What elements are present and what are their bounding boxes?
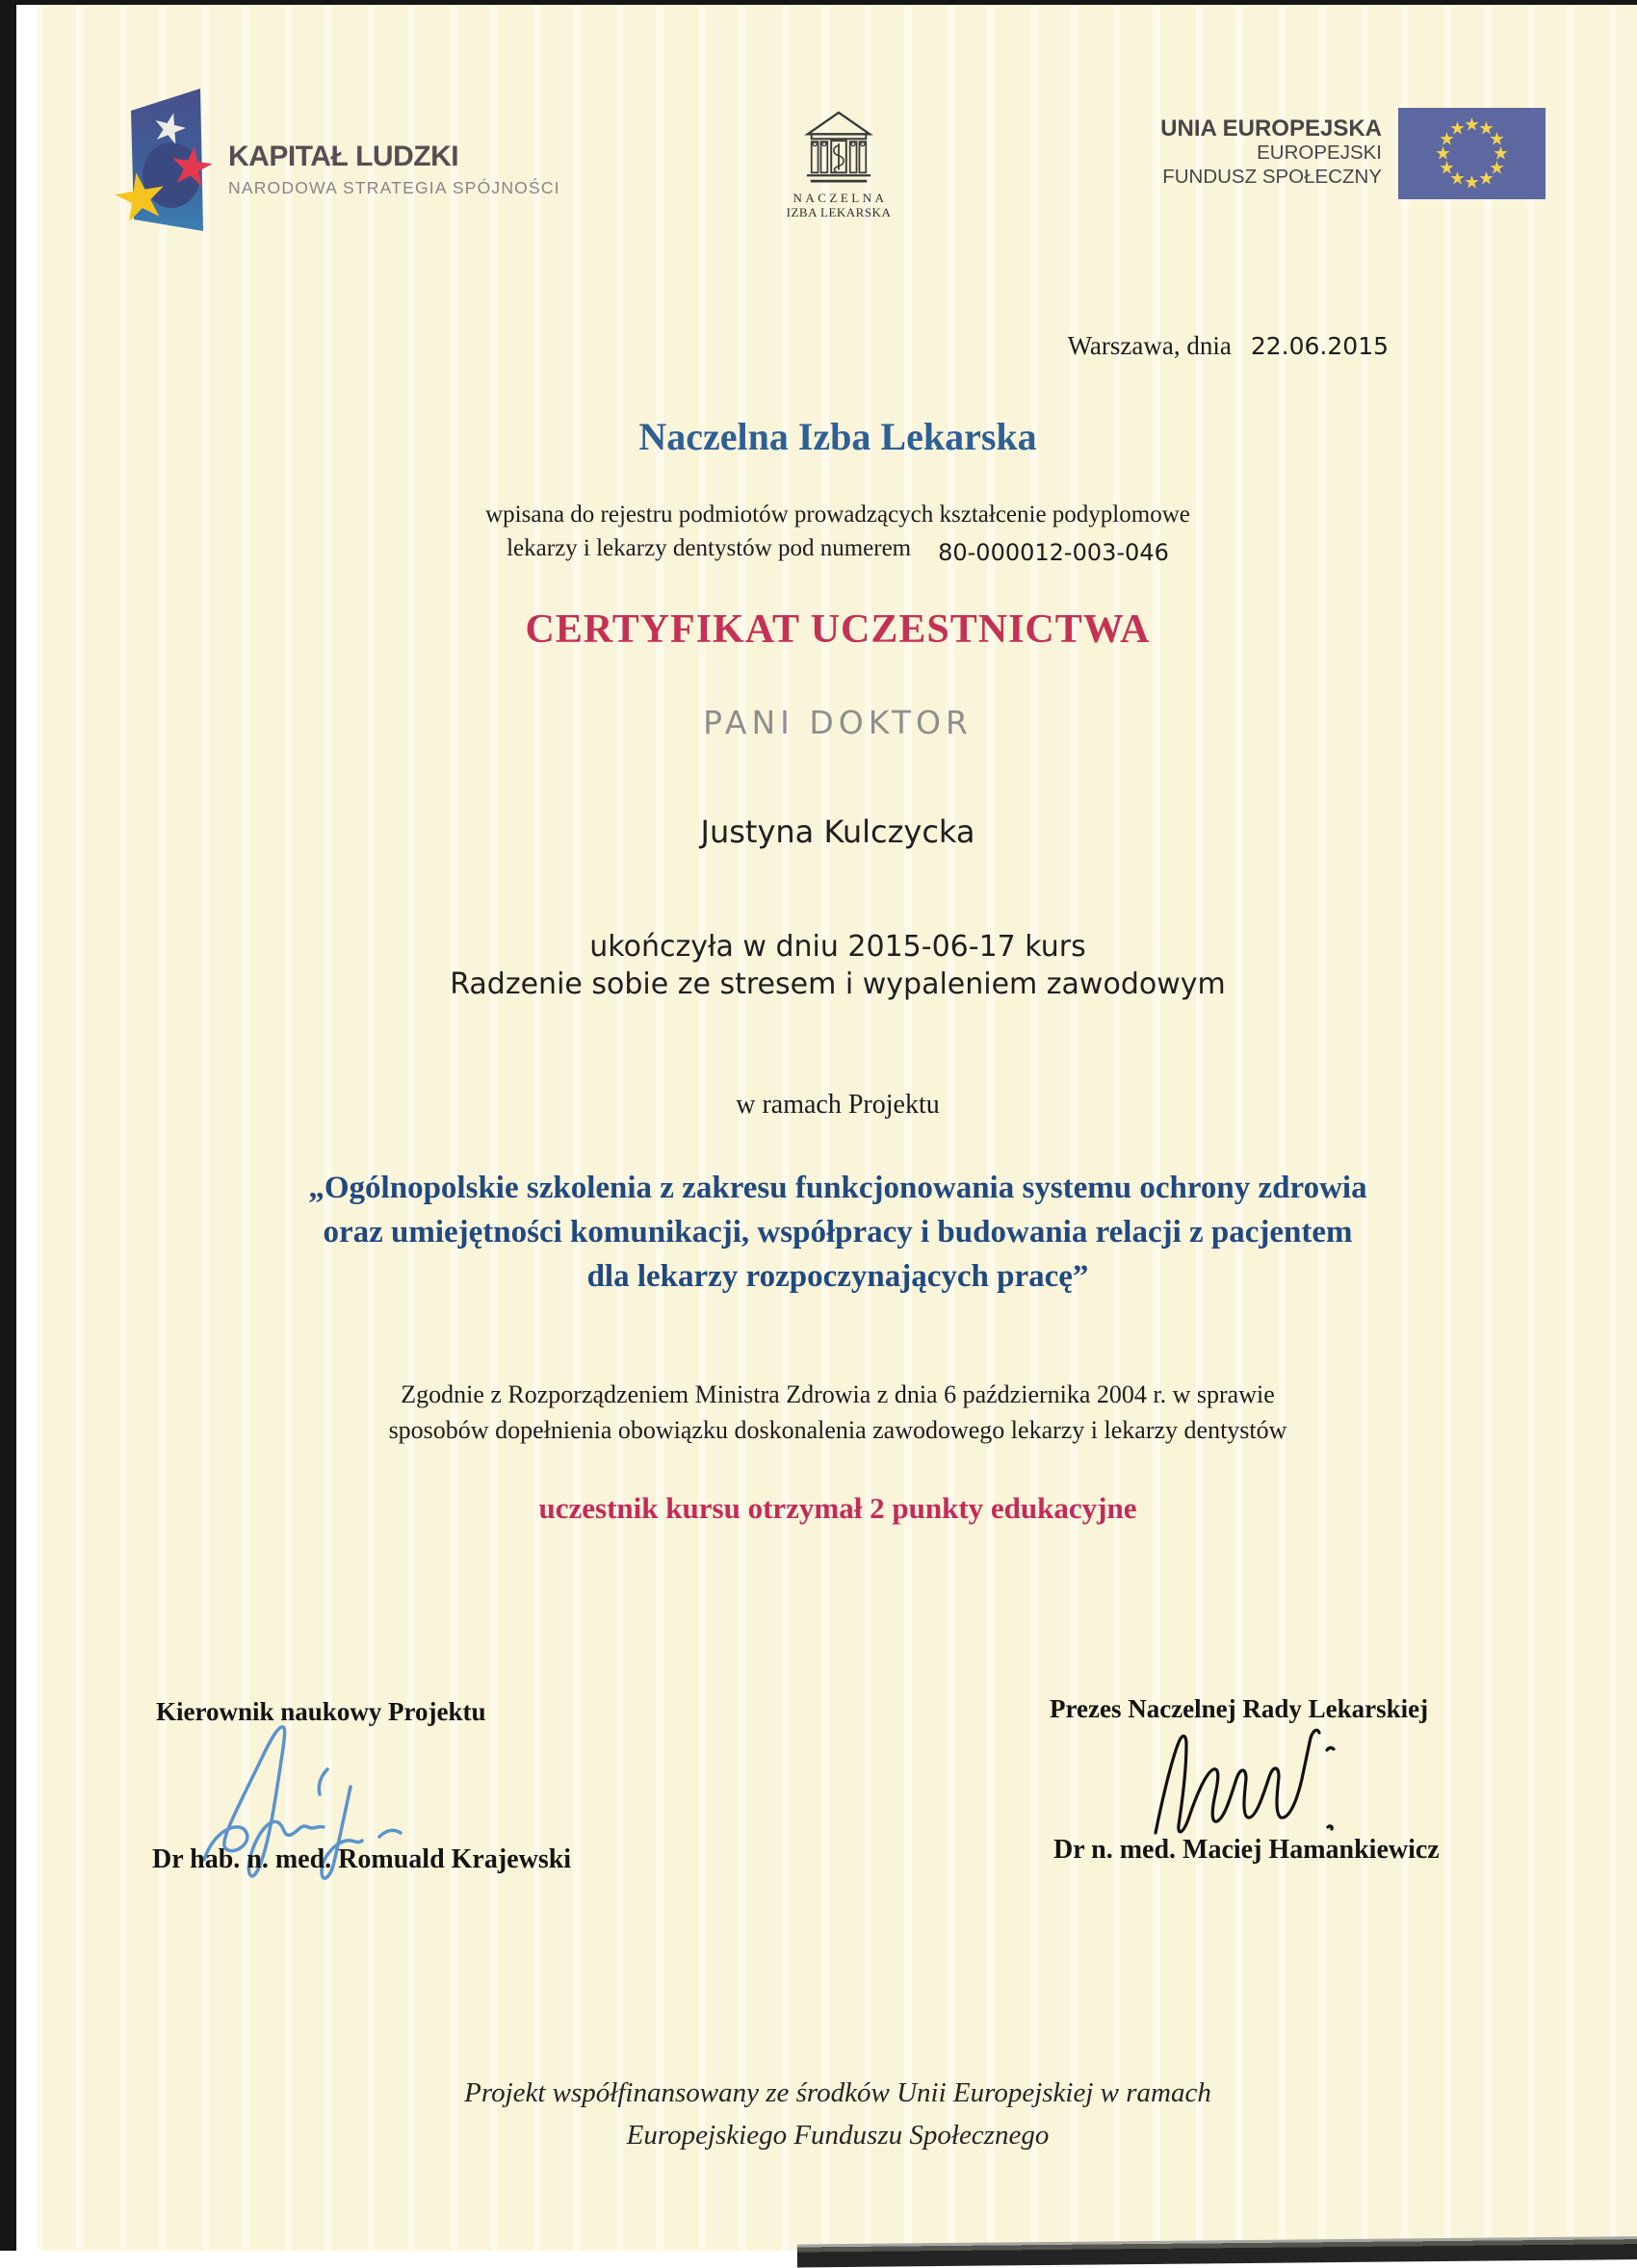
footer-line1: Projekt współfinansowany ze środków Unii Europejskiej w ramach	[464, 2077, 1211, 2108]
project-intro: w ramach Projektu	[736, 1090, 940, 1120]
project-title	[39, 1166, 1637, 1299]
eu-flag-icon	[1398, 108, 1546, 199]
footer-line2: Europejskiego Funduszu Społecznego	[626, 2120, 1050, 2151]
recipient-salutation: PANI DOKTOR	[703, 704, 973, 741]
course-line2: Radzenie sobie ze stresem i wypaleniem zawodowym	[450, 967, 1226, 1001]
kapital-ludzki-subtitle: NARODOWA STRATEGIA SPÓJNOŚCI	[228, 178, 560, 197]
eu-text-line3: FUNDUSZ SPOŁECZNY	[1162, 166, 1382, 188]
nil-logo	[776, 110, 901, 219]
project-title-line3: dla lekarzy rozpoczynających pracę”	[586, 1259, 1089, 1294]
signature-right-name: Dr n. med. Maciej Hamankiewicz	[1053, 1835, 1440, 1865]
nil-temple-icon	[804, 110, 873, 185]
signature-left-name: Dr hab. n. med. Romuald Krajewski	[152, 1844, 572, 1874]
course-statement	[39, 928, 1637, 1003]
eu-logo-text	[1059, 116, 1382, 189]
legal-line1: Zgodnie z Rozporządzeniem Ministra Zdrowia z dnia 6 października 2004 r. w sprawie	[401, 1380, 1275, 1408]
date-place-label: Warszawa, dnia	[1067, 331, 1232, 360]
course-line1: ukończyła w dniu 2015-06-17 kurs	[589, 930, 1086, 964]
kapital-ludzki-title: KAPITAŁ LUDZKI	[228, 141, 459, 172]
signature-left-role: Kierownik naukowy Projektu	[156, 1697, 486, 1726]
project-title-line1: „Ogólnopolskie szkolenia z zakresu funkcjonowania systemu ochrony zdrowia	[308, 1171, 1367, 1205]
certificate-title: CERTYFIKAT UCZESTNICTWA	[525, 607, 1151, 652]
date-value: 22.06.2015	[1250, 332, 1389, 360]
paper-background	[37, 5, 1637, 2251]
legal-basis	[39, 1377, 1637, 1448]
project-title-line2: oraz umiejętności komunikacji, współpracy i budowania relacji z pacjentem	[323, 1215, 1353, 1250]
issuer-title: Naczelna Izba Lekarska	[638, 415, 1037, 458]
registry-line1: wpisana do rejestru podmiotów prowadzących kształcenie podyplomowe	[485, 502, 1190, 528]
scan-edge-top	[0, 0, 1637, 5]
registry-line2	[39, 531, 1637, 565]
registry-paragraph	[39, 499, 1637, 565]
kapital-ludzki-logo	[228, 141, 560, 198]
registry-line2-text: lekarzy i lekarzy dentystów pod numerem	[507, 535, 912, 561]
eu-text-line2: EUROPEJSKI	[1257, 142, 1382, 164]
nil-label-line1: NACZELNA	[793, 191, 888, 205]
eu-text-line1: UNIA EUROPEJSKA	[1160, 116, 1382, 142]
legal-line2: sposobów dopełnienia obowiązku doskonalenia zawodowego lekarzy i lekarzy dentystów	[388, 1416, 1287, 1444]
registry-number: 80-000012-003-046	[938, 539, 1169, 566]
signature-right-ink	[1138, 1719, 1350, 1844]
recipient-name: Justyna Kulczycka	[700, 813, 975, 850]
footer-funding-note	[39, 2072, 1637, 2156]
nil-label-line2: IZBA LEKARSKA	[786, 205, 892, 219]
signature-right-role: Prezes Naczelnej Rady Lekarskiej	[1050, 1694, 1429, 1723]
date-line	[1068, 331, 1389, 361]
points-statement: uczestnik kursu otrzymał 2 punkty edukacyjne	[538, 1491, 1137, 1525]
scan-edge-left	[0, 0, 16, 2251]
